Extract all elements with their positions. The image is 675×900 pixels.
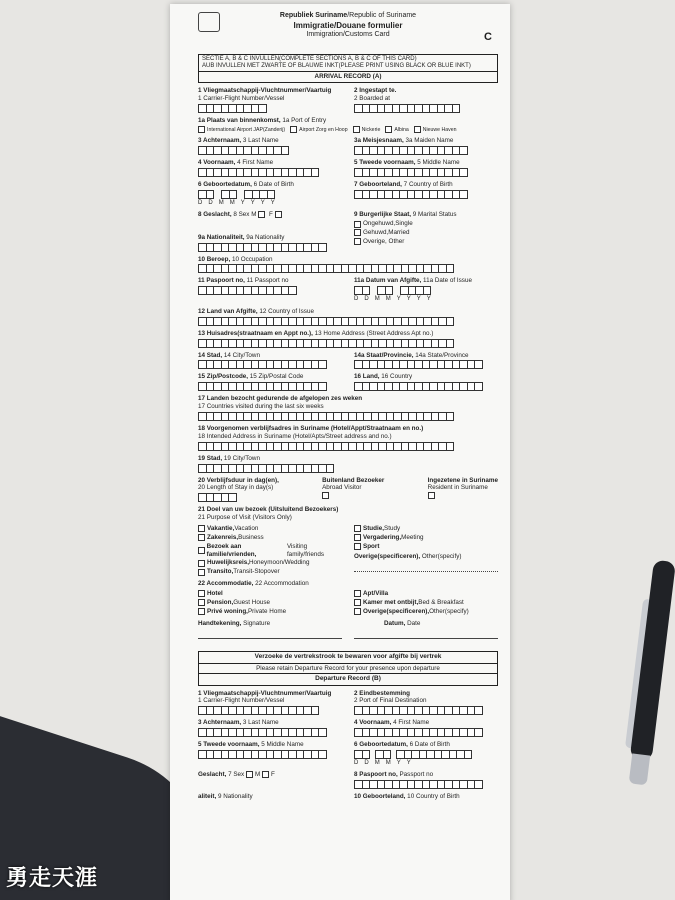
immigration-card [170, 4, 510, 900]
state-province-field[interactable] [354, 360, 498, 369]
b-row-9-10: aliteit, 9 Nationality 10 Geboorteland, 10 Country of Birth [198, 793, 460, 801]
watermark-text: 勇走天涯 [6, 866, 99, 891]
pen-tip [629, 753, 651, 785]
flight-number-field[interactable] [198, 104, 342, 113]
zip-code-field[interactable] [198, 382, 342, 391]
row-18: 18 Voorgenomen verblijfsadres in Suriname (Hotel/Appt/Straatnaam en no.) 18 Intended Address in Suriname (Hotel/Apts/Street address and no.) [198, 425, 498, 451]
port-checkbox[interactable] [290, 126, 297, 133]
date-input[interactable] [354, 629, 498, 639]
header-line-1: Republiek Suriname/Republic of Suriname [279, 12, 417, 19]
city-field[interactable] [198, 360, 342, 369]
accommodation-hotel-checkbox[interactable] [198, 590, 205, 597]
card-header [198, 10, 498, 54]
b-flight-number-field[interactable] [198, 706, 342, 715]
accommodation-other-checkbox[interactable] [354, 608, 361, 615]
b-final-destination-field[interactable] [354, 706, 498, 715]
last-name-field[interactable] [198, 146, 342, 155]
purpose-meeting-checkbox[interactable] [354, 534, 361, 541]
accommodation-bnb-checkbox[interactable] [354, 599, 361, 606]
port-checkbox[interactable] [198, 126, 205, 133]
pen [620, 559, 675, 791]
passport-number-field[interactable] [198, 286, 342, 295]
header-line-2: Immigratie/Douane formulier [293, 20, 403, 30]
purpose-study-checkbox[interactable] [354, 525, 361, 532]
country-of-issue-field[interactable] [198, 317, 498, 326]
row-4-5: 4 Voornaam, 4 First Name 5 Tweede voornaam, 5 Middle Name [198, 159, 498, 177]
intended-address-field[interactable] [198, 442, 498, 451]
suriname-city-field[interactable] [198, 464, 498, 473]
abroad-visitor-checkbox[interactable] [322, 492, 329, 499]
instructions-box: SECTIE A, B & C INVULLEN(COMPLETE SECTIONS A, B & C OF THIS CARD) AUB INVULLEN MET ZWARTE OF BLAUWE INKT(PLEASE PRINT USING BLACK OR BLUE INKT) [198, 54, 498, 72]
middle-name-field[interactable] [354, 168, 498, 177]
departure-section [198, 651, 498, 801]
marital-single-checkbox[interactable] [354, 221, 361, 228]
purpose-vacation-checkbox[interactable] [198, 525, 205, 532]
row-12: 12 Land van Afgifte, 12 Country of Issue [198, 308, 498, 326]
row-3-3a: 3 Achternaam, 3 Last Name 3a Meisjesnaam, 3a Maiden Name [198, 137, 498, 155]
agency-logo-icon: C [484, 31, 492, 43]
boarded-at-field[interactable] [354, 104, 498, 113]
purpose-family-checkbox[interactable] [198, 547, 205, 554]
purpose-honeymoon-checkbox[interactable] [198, 560, 205, 567]
suriname-crest-icon [198, 12, 220, 32]
purpose-transit-checkbox[interactable] [198, 569, 205, 576]
port-checkbox[interactable] [414, 126, 421, 133]
b-row-5-6: 5 Tweede voornaam, 5 Middle Name 6 Geboortedatum, 6 Date of Birth D D M M Y Y [198, 741, 498, 767]
b-date-of-birth-field[interactable] [354, 750, 498, 759]
b-row-3-4: 3 Achternaam, 3 Last Name 4 Voornaam, 4 First Name [198, 719, 498, 737]
b-sex-female-checkbox[interactable] [262, 771, 269, 778]
accommodation-private-checkbox[interactable] [198, 608, 205, 615]
row-19: 19 Stad, 19 City/Town [198, 455, 498, 473]
sex-male-checkbox[interactable] [258, 211, 265, 218]
departure-notice-nl: Verzoeke de vertrekstrook te bewaren voor afgifte bij vertrek [198, 651, 498, 663]
date-of-birth-field[interactable] [198, 190, 342, 199]
row-1-2: 1 Vliegmaatschappij-Vluchtnummer/Vaartuig 1 Carrier-Flight Number/Vessel 2 Ingestapt te. 2 Boarded at [198, 87, 498, 113]
accommodation-guesthouse-checkbox[interactable] [198, 599, 205, 606]
row-13: 13 Huisadres(straatnaam en Appt no.), 13 Home Address (Street Address Apt no.) [198, 330, 498, 348]
row-6-7: 6 Geboortedatum, 6 Date of Birth D D M M Y Y Y Y 7 Geboorteland, 7 Country of Birth [198, 181, 498, 207]
row-15-16: 15 Zip/Postcode, 15 Zip/Postal Code 16 Land, 16 Country [198, 373, 498, 391]
b-row-7-8: Geslacht, 7 Sex M F 8 Paspoort no, Passport no [198, 771, 498, 789]
nationality-field[interactable] [198, 243, 498, 252]
row-10: 10 Beroep, 10 Occupation [198, 256, 498, 274]
b-row-1-2: 1 Vliegmaatschappij-Vluchtnummer/Vaartuig 1 Carrier-Flight Number/Vessel 2 Eindbestemming 2 Port of Final Destination [198, 690, 498, 716]
departure-record-title: Departure Record (B) [198, 674, 498, 685]
row-17: 17 Landen bezocht gedurende de afgelopen zes weken 17 Countries visited during the last six weeks [198, 395, 498, 421]
header-line-3: Immigration/Customs Card [306, 30, 390, 38]
country-field[interactable] [354, 382, 498, 391]
first-name-field[interactable] [198, 168, 342, 177]
b-last-name-field[interactable] [198, 728, 342, 737]
row-14-14a: 14 Stad, 14 City/Town 14a Staat/Provincie, 14a State/Province [198, 352, 498, 370]
length-of-stay-field[interactable] [198, 493, 279, 502]
b-middle-name-field[interactable] [198, 750, 342, 759]
occupation-field[interactable] [198, 264, 498, 273]
arrival-record-title: ARRIVAL RECORD (A) [198, 72, 498, 83]
row-8-9: 8 Geslacht, 8 Sex M F 9 Burgerlijke Staat, 9 Marital Status Ongehuwd,Single Gehuwd,Married Overige, Other [198, 211, 457, 245]
purpose-business-checkbox[interactable] [198, 534, 205, 541]
row-22: 22 Accommodatie, 22 Accommodation Hotel Pension, Guest House Privé woning, Private Home Apt/Villa Kamer met ontbijt, Bed & Breakfast Overige(specificeren), Other(specify) [198, 580, 469, 615]
countries-visited-field[interactable] [198, 412, 498, 421]
sex-female-checkbox[interactable] [275, 211, 282, 218]
b-sex-male-checkbox[interactable] [246, 771, 253, 778]
resident-checkbox[interactable] [428, 492, 435, 499]
purpose-other-input[interactable] [354, 562, 498, 572]
signature-row: Handtekening, Signature Datum, Date [198, 620, 498, 640]
maiden-name-field[interactable] [354, 146, 498, 155]
purpose-sport-checkbox[interactable] [354, 543, 361, 550]
signature-input[interactable] [198, 629, 342, 639]
b-first-name-field[interactable] [354, 728, 498, 737]
date-of-issue-field[interactable] [354, 286, 498, 295]
row-1a: 1a Plaats van binnenkomst, 1a Port of Entry International Airport JAP(Zanderij) Airport Zorg en Hoop Nickerie Albina Nieuwe Haven [198, 116, 457, 133]
port-checkbox[interactable] [385, 126, 392, 133]
b-passport-field[interactable] [354, 780, 498, 789]
accommodation-villa-checkbox[interactable] [354, 590, 361, 597]
home-address-field[interactable] [198, 339, 498, 348]
row-11-11a: 11 Paspoort no, 11 Passport no 11a Datum van Afgifte, 11a Date of Issue D D M M Y Y Y Y [198, 277, 498, 303]
row-21: 21 Doel van uw bezoek (Uitsluitend Bezoekers) 21 Purpose of Visit (Visitors Only) Vakantie, Vacation Zakenreis, Business Bezoek aan familie/vrienden, Visiting family/friends Huwelijksreis, Honeymoon/Wedding Transito, Transit-Stopover Studie, Study Vergadering, Meeting Sport Overige(specificeren), Other(specify) [198, 506, 498, 576]
port-checkbox[interactable] [353, 126, 360, 133]
row-20: 20 Verblijfsduur in dag(en), 20 Length of Stay in day(s) Buitenland Bezoeker Abroad Visitor Ingezetene in Suriname Resident in Suriname [198, 477, 498, 503]
row-9a: 9a Nationaliteit, 9a Nationality [198, 234, 498, 252]
country-of-birth-field[interactable] [354, 190, 498, 199]
departure-notice-en: Please retain Departure Record for your presence upon departure [198, 664, 498, 675]
